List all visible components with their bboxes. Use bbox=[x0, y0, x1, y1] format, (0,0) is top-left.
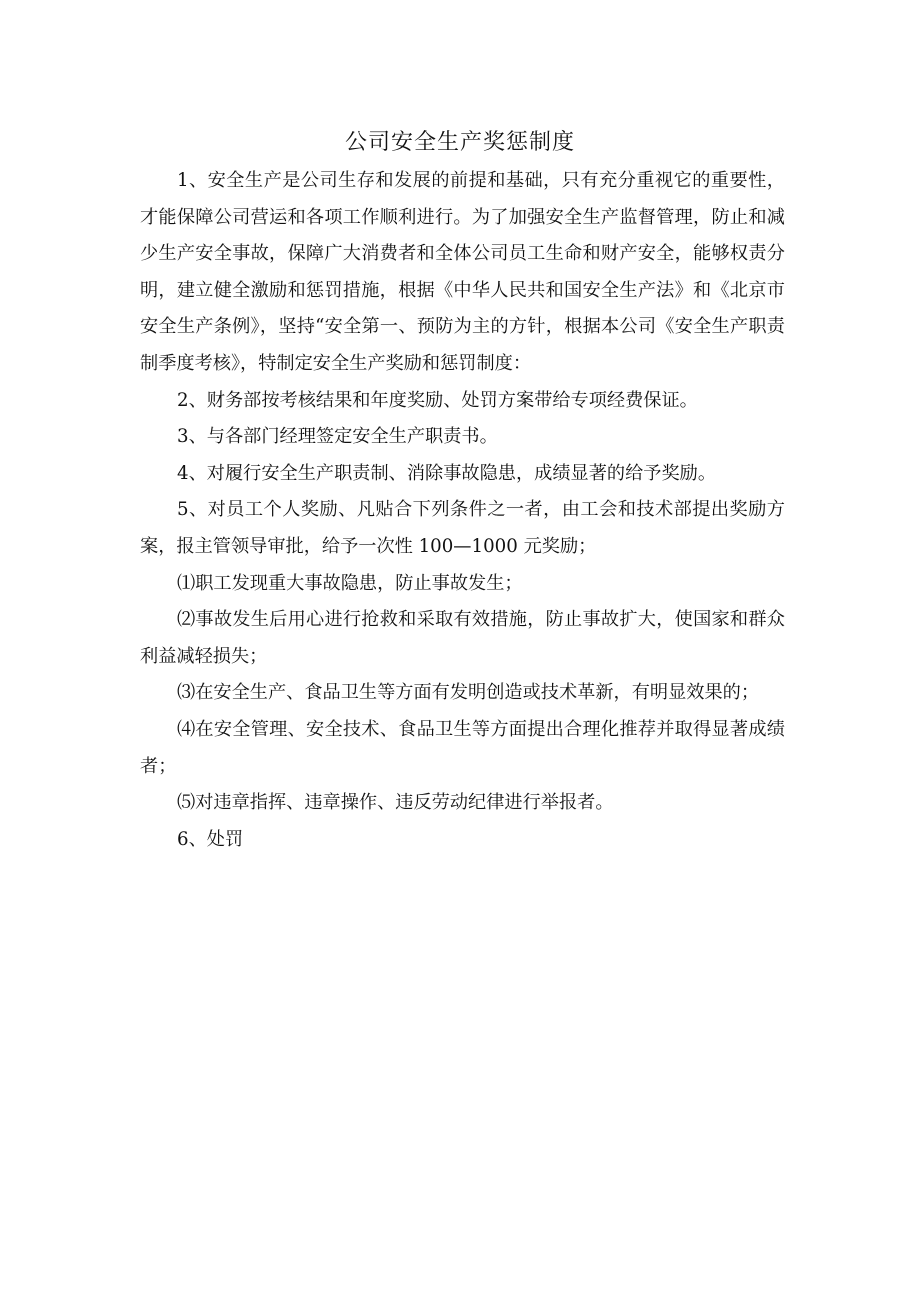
list-item-4: ⑷在安全管理、安全技术、食品卫生等方面提出合理化推荐并取得显著成绩者； bbox=[140, 718, 785, 777]
list-item-3: ⑶在安全生产、食品卫生等方面有发明创造或技术革新，有明显效果的； bbox=[177, 682, 760, 704]
paragraph-5: 5、对员工个人奖励、凡贴合下列条件之一者，由工会和技术部提出奖励方案，报主管领导审批，给予一次性 100—1000 元奖励； bbox=[140, 499, 785, 557]
paragraph-1: 1、安全生产是公司生存和发展的前提和基础，只有充分重视它的重要性，才能保障公司营运和各项工作顺利进行。为了加强安全生产监督管理，防止和减少生产安全事故，保障广大消费者和全体公司员工生命和财产安全，能够权责分明，建立健全激励和惩罚措施，根据《中华人民共和国安全生产法》和《北京市安全生产条例》，坚持“安全第一、预防为主的方针，根据本公司《安全生产职责制季度考核》，特制定安全生产奖励和惩罚制度： bbox=[140, 170, 785, 374]
paragraph-2: 2、财务部按考核结果和年度奖励、处罚方案带给专项经费保证。 bbox=[177, 389, 698, 411]
paragraph-6: 6、处罚 bbox=[177, 828, 244, 850]
paragraph-4: 4、对履行安全生产职责制、消除事故隐患，成绩显著的给予奖励。 bbox=[177, 462, 717, 484]
list-item-2: ⑵事故发生后用心进行抢救和采取有效措施，防止事故扩大，使国家和群众利益减轻损失； bbox=[140, 609, 785, 667]
paragraph-3: 3、与各部门经理签定安全生产职责书。 bbox=[177, 426, 498, 448]
list-item-1: ⑴职工发现重大事故隐患，防止事故发生； bbox=[177, 572, 523, 594]
document-body bbox=[140, 163, 785, 858]
list-item-5: ⑸对违章指挥、违章操作、违反劳动纪律进行举报者。 bbox=[177, 792, 614, 814]
document-title: 公司安全生产奖惩制度 bbox=[344, 130, 575, 155]
